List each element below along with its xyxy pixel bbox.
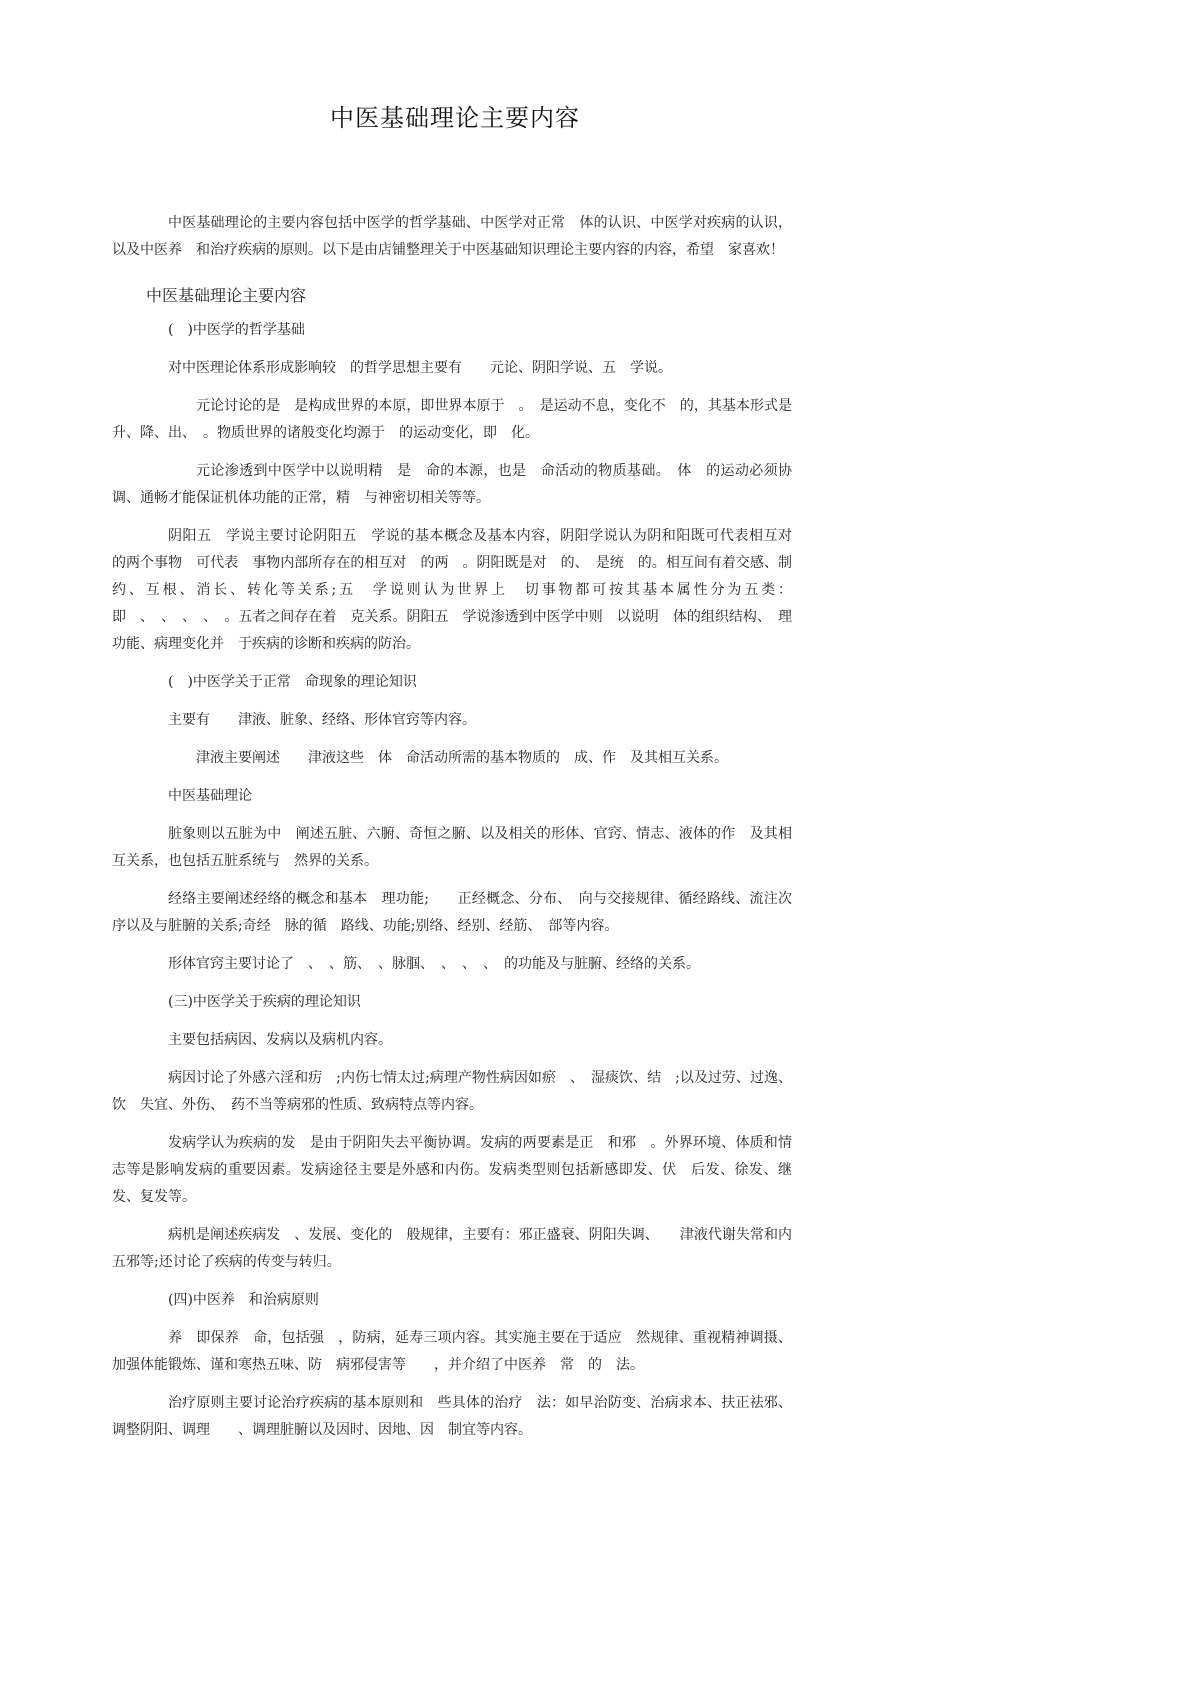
- paragraph: 阴阳五 学说主要讨论阴阳五 学说的基本概念及基本内容，阴阳学说认为阴和阳既可代表相互对 的两个事物 可代表 事物内部所存在的相互对 的两 。阴阳既是对 的、 是统 的。相互间有着交感、制约、互根、消长、转化等关系;五 学说则认为世界上 切事物都可按其基本属性分为五类：即 、 、 、 、 。五者之间存在着 克关系。阴阳五 学说渗透到中医学中则 以说明 体的组织结构、 理功能、病理变化并 于疾病的诊断和疾病的防治。: [112, 528, 806, 652]
- paragraph: 元论讨论的是 是构成世界的本原，即世界本原于 。 是运动不息，变化不 的，其基本形式是升、降、出、 。物质世界的诸般变化均源于 的运动变化，即 化。: [112, 398, 792, 441]
- paragraph: 主要有 津液、脏象、经络、形体官窍等内容。: [168, 712, 476, 728]
- paragraph: 中医基础理论的主要内容包括中医学的哲学基础、中医学对正常 体的认识、中医学对疾病的认识，以及中医养 和治疗疾病的原则。以下是由店铺整理关于中医基础知识理论主要内容的内容，希望 家喜欢！: [112, 215, 792, 258]
- paragraph: 形体官窍主要讨论了 、 、筋、 、脉腘、 、 、 、 的功能及与脏腑、经络的关系。: [168, 956, 700, 972]
- paragraph: 对中医理论体系形成影响较 的哲学思想主要有 元论、阴阳学说、五 学说。: [168, 360, 672, 376]
- paragraph: 养 即保养 命，包括强 ，防病，延寿三项内容。其实施主要在于适应 然规律、重视精神调摄、加强体能锻炼、谨和寒热五味、防 病邪侵害等 ，并介绍了中医养 常 的 法。: [112, 1330, 792, 1373]
- document-title: 中医基础理论主要内容: [330, 104, 580, 132]
- paragraph: 发病学认为疾病的发 是由于阴阳失去平衡协调。发病的两要素是正 和邪 。外界环境、体质和情志等是影响发病的重要因素。发病途径主要是外感和内伤。发病类型则包括新感即发、伏 后发、徐发、继发、复发等。: [112, 1135, 792, 1205]
- paragraph: 主要包括病因、发病以及病机内容。: [168, 1032, 392, 1048]
- paragraph: ( )中医学关于正常 命现象的理论知识: [168, 674, 417, 690]
- paragraph: 元论渗透到中医学中以说明精 是 命的本源，也是 命活动的物质基础。 体 的运动必须协调、通畅才能保证机体功能的正常，精 与神密切相关等等。: [112, 463, 792, 506]
- section-heading: 中医基础理论主要内容: [146, 286, 307, 305]
- paragraph: 治疗原则主要讨论治疗疾病的基本原则和 些具体的治疗 法：如早治防变、治病求本、扶正祛邪、调整阴阳、调理 、调理脏腑以及因时、因地、因 制宜等内容。: [112, 1395, 792, 1438]
- paragraph: 经络主要阐述经络的概念和基本 理功能; 正经概念、分布、 向与交接规律、循经路线、流注次序以及与脏腑的关系;奇经 脉的循 路线、功能;别络、经别、经筋、 部等内容。: [112, 891, 792, 934]
- paragraph: (四)中医养 和治病原则: [168, 1292, 319, 1308]
- paragraph: 脏象则以五脏为中 阐述五脏、六腑、奇恒之腑、以及相关的形体、官窍、情志、液体的作 及其相互关系，也包括五脏系统与 然界的关系。: [112, 826, 792, 869]
- paragraph: 病因讨论了外感六淫和疠 ;内伤七情太过;病理产物性病因如瘀 、 湿痰饮、结 ;以及过劳、过逸、饮 失宜、外伤、 药不当等病邪的性质、致病特点等内容。: [112, 1070, 792, 1113]
- paragraph: ( )中医学的哲学基础: [168, 322, 305, 338]
- document-body: [112, 210, 806, 1455]
- paragraph: 津液主要阐述 津液这些 体 命活动所需的基本物质的 成、作 及其相互关系。: [196, 750, 728, 766]
- paragraph: (三)中医学关于疾病的理论知识: [168, 994, 361, 1010]
- paragraph: 中医基础理论: [168, 788, 252, 804]
- paragraph: 病机是阐述疾病发 、发展、变化的 般规律，主要有：邪正盛衰、阴阳失调、 津液代谢失常和内 五邪等;还讨论了疾病的传变与转归。: [112, 1227, 806, 1270]
